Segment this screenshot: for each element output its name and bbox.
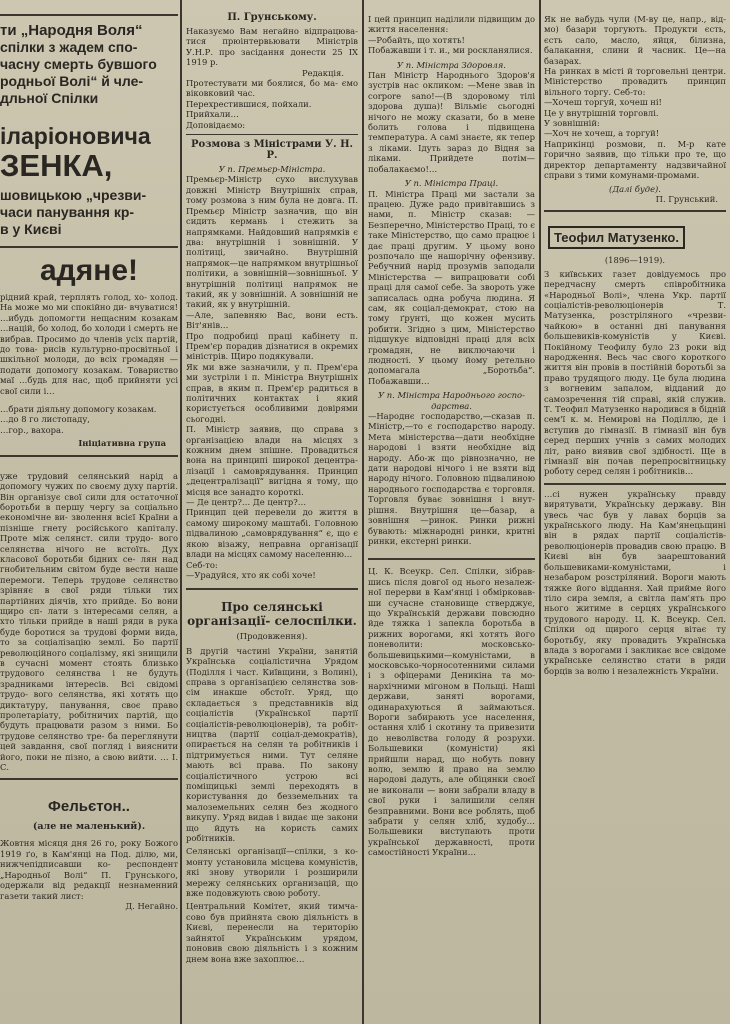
feuilleton-block bbox=[0, 784, 178, 911]
ad-name-line-2: ЗЕНКА, bbox=[0, 148, 113, 183]
author-signature: П. Грунський. bbox=[655, 193, 718, 204]
ad-line-5: дльної Спілки bbox=[0, 90, 99, 106]
feuilleton-subtitle: (але не маленький). bbox=[32, 821, 146, 833]
editorial-signature: Редакція. bbox=[302, 67, 344, 78]
ad-line-7: часи панування кр- bbox=[0, 204, 135, 220]
line-a: Перехрестившися, пойхали. bbox=[186, 98, 312, 109]
continued-note: (Далі буде). bbox=[609, 183, 661, 194]
obituary-title: Теофил Матузенко. bbox=[548, 226, 685, 249]
quote-1b: Це у внутрішній торговлі. bbox=[544, 107, 659, 118]
column-3 bbox=[368, 0, 535, 1024]
divider bbox=[186, 134, 358, 135]
health-heading: У п. Міністра Здоровля. bbox=[397, 59, 506, 70]
village-unions-text-2: Селянські організації—спілки, з комонту установила місцева комуністів, які знову утворили і розширили мережу селянських организацій, що вже подовжують свою роботу. bbox=[186, 846, 358, 899]
ad-name-line-1: іларіоновича bbox=[0, 123, 151, 149]
dialog-1: —Робайть, що хотять! bbox=[368, 34, 465, 45]
principle-intro: І цей принцип наділили підвищим до життя населення: bbox=[368, 14, 535, 35]
premier-heading: У п. Премьєр-Міністра. bbox=[218, 164, 326, 175]
ad-line-6: шовицькою „чрезви- bbox=[0, 187, 147, 203]
article-text: уже трудовий селянський нарід а допомогу чужих по своєму духу партій. Він організує свої сили для остаточної боротьби в першу чергу за соціально економічне ви- зволення всієї Країни а пізніше гнету російського капіталу. Проте між селянст. сили трудо- вого селянства нічого не встоїть. Дух класової боротьби бідних се- лян над гнобительним світом буде вести наше перемоги. Теперь трудове селянство зрівняє в свої ряди тільки тих партійних діячів, хто прийде. Бо вони щиро сп- лати з інтересами селян, а хто тільки прийде в наші ряди в рука буде боротися за трудові форми вида, то за соціалізацію землі. Бо партії революційного соціалізму, які знищили в сучасні момент стоять близько трудового селянства і не будуть зрадниками інтересів. Всі свідомі трудо- вого селянства, які хотять що диктатуру, панування, своє право пролетаріату, робітничих партій, що будуть працювати разом з ними. Бо трудове селянство тре- ба переглянути цей завдання, свої погляд і вияснити його, поки не пізно, а свою вийти. … І. С. bbox=[0, 470, 178, 773]
appeal-block bbox=[0, 248, 178, 457]
ad-line-1: ти „Народня Воля“ bbox=[0, 22, 143, 39]
village-unions-text-3: Центральний Комітет, який тимчасово був прийнята свою діяльність в Києві, перенесли на територію зайнятої Українським урядом, поновив свою діяльність і з кожним днем вона вже захоплює… bbox=[186, 901, 358, 964]
divider bbox=[186, 588, 358, 590]
quote-1c: У зовнішній: bbox=[544, 118, 600, 129]
question-1: —Але, запевняю Вас, вони есть. Віт'янів… bbox=[186, 309, 358, 331]
health-text: Пан Міністр Народнього Здоров'я зустрів нас окликом: —Мене звав in corpore sano!—(В здоровому тілі здорова душа)! Вільміє сьогодні нічого не можу сказати, бо в мене болить голова і підвищена температура. А самі знаєте, як тепер з ліками. Ідуть зараз до Відня за ліками. Прийдете потім—побалакаємо!… bbox=[368, 70, 535, 174]
divider bbox=[544, 210, 726, 212]
line-c: Доповідаємо: bbox=[186, 119, 246, 130]
column-1 bbox=[0, 0, 178, 1024]
article-continuation bbox=[0, 457, 178, 773]
ad-line-3: часну смерть бувшого bbox=[0, 56, 157, 72]
dialog-1: Себ-то: bbox=[186, 559, 218, 570]
divider bbox=[544, 483, 726, 485]
market-intro: Як не вабудь чули (М-ву це, напр., від-мо) базари торгують. Продукти єсть, єсть сало, масло, яйця, білизна, балакання, слини й часник. Це—на базарах. bbox=[544, 14, 726, 66]
feuilleton-text: Жовтня місяця дня 26 го, року Божого 1919 ґо, в Кам'янці на Под. ділю, ми, нижчепідписавши ко- респондент „Народньої Волі“ П. Грунського, одержали від редакції незнаменний газети такий лист: bbox=[0, 838, 178, 901]
closing-text: Наприкінці розмови, п. М-р кате горично заявив, що тільки про те, що директор департаменту надзвичайної справи з тими комунами-промами. bbox=[544, 138, 726, 181]
economy-text: —Народнє господарство,—сказав п. Міністр,—то є господарство народу. Мета міністерства—дати необхідне народові і взяти необхідне від народу. Або-ж що рівнозначно, не дати народові нічого і не взяти від народу нічого. Головною підвалиною народнього господарства є торговля. Торговля буває зовнішня і внутрішня. Внутрішня це—базар, а зовнішня —ринок. Ринки рижні бувають: міжнародні ринки, критні ринки, екстерні ринки. bbox=[368, 411, 535, 546]
feuilleton-signature: Д. Негайно. bbox=[125, 900, 178, 911]
obituary-text: З київських газет довідуємось про передчасну смерть співробітника «Народньої Волі», члена Укр. партії соціалістів-революціонерів Т. Матузенка, розстріляного «чрезвичайкою» в останні дні панування большевиків-комуністів у Києві. Покійному Теофилу було 23 роки від народження. Весь час свого короткого життя він провів в постійній боротьбі за право трудящого люду. Це була людина з вогневим запалом, відданий до самозречення тій справі, якій служив. Т. Теофил Матузенко народився в бідній сем'ї к. м. Немирові на Поділлю, де і вступив до гімназії. В гімназії він був серед перших учнів з самих молодих літ, рано виявив свої здібності. Ще в гімназії він почав перепросвітницьку роботу серед селян і робітників… bbox=[544, 268, 726, 477]
divider bbox=[368, 558, 535, 560]
column-rule-2 bbox=[362, 0, 364, 1024]
section-subtitle: (Продовження). bbox=[236, 631, 308, 642]
feuilleton-title: Фельєтон.. bbox=[48, 798, 130, 816]
dialog-2: Побажавши і т. и., ми роскланялися. bbox=[368, 45, 533, 56]
column-2 bbox=[186, 0, 358, 1024]
report-text: Про подробиці праці кабінету п. Прем'єр порадив дізнатися в окремих міністрів. Щиро подякували. bbox=[186, 330, 358, 362]
section-title-village-unions: Про селянські організації- селоспілки. bbox=[187, 600, 357, 629]
appeal-line-3: …до 8 го листопаду, bbox=[0, 414, 90, 425]
divider bbox=[0, 778, 178, 780]
section-title-ministers: Розмова з Міністрами У. Н. Р. bbox=[190, 139, 354, 162]
labor-text: П. Міністра Праці ми застали за працею. Дуже радо привітавшись з нами, п. Міністр сказав: —Безперечно, Міністерство Праці, то є таке Міністерство, що само працює і дає праці другим. У цьому воно розпочало ще нашорічну офензиву. Ребучний нарід прозумів заподали Міністерства — випрацювати собі праці для самої себе. За звороть уже записалась одна робуча людина. Я сам, як соціал-демократ, стою на тому ґрунті, що кожен мусить робити. Згідно з цим, Міністерство підшукує відповідні праці для всіх громадян, не виключаючи і людності. У цьому йому ретельно допомагала „Боротьба“. Побажавши… bbox=[368, 188, 535, 386]
question-2: — Де центр?… Де центр?… bbox=[186, 497, 307, 508]
protest-text: Протестувати ми боялися, бо ма- ємо віковковий час. bbox=[186, 78, 358, 99]
appeal-line-2: …брати діяльну допомогу козакам. bbox=[0, 404, 157, 415]
appeal-signature: Ініціативна група bbox=[78, 438, 166, 449]
central-committee-text: Ц. К. Всеукр. Сел. Спілки, зібравшись після довгої од нього незалежної перерви в Кам'янці і обмірковавши сучасне становище стверджує, що Українській держави повсюдно йде тяжка і запекла боротьба в рижних ворогами, які хотять його поневолити: московсько-большевицькими—комуністами, в московсько-чорносотенними силами і з офіцерами Деникіна та монархічними мігоном в Польщі. Наші держави, заняті ворогами, одинарахуються й займаються. Вороги забирають усе населення, остання хліб і скотину та привезити до неволівства голоду й розрухи. Большевики (комуністи) які прийшли нарад, що нобуть повну волю, землю й право на землю народові дадуть, але обіцянки своєї не виконали — вони забрали владу в свої руки і залишили селян безправними. Вони все роблять, щоб забрати у селян хліб, худобу… Большевики виступають проти української державності, проти самостійності України… bbox=[368, 566, 535, 858]
principle-text: Принцип цей перевели до життя в самому широкому маштабі. Головною підвалиною „самоврядування“ є, що є якою візажу, неправна організації влади на місцях самому населенню… bbox=[186, 507, 358, 560]
economy-heading: У п. Міністра Народнього господарства. bbox=[378, 390, 525, 411]
premier-text: Премьєр-Міністр сухо вислухував довжні Міністр Внутрішніх справ, тому розмова з ним була не довга. П. Премьєр Міністр зазначив, що він сидить кермань і стежить за напрямками. Найдовший напрямків є два: внутрішній і зовнішній. У політиці, звичайно. Внутрішній напрямок—це напрямком внутрішньої політики, а зовнішній—зовнішньої. У внутрішній політиці напрямок не такий, як у зовнішній. А зовнішній не такий, як у внутрішній. bbox=[186, 174, 358, 310]
interior-text: Як ми вже зазначили, у п. Прем'єра ми зустріли і п. Міністра Внутрішніх справ, в яким п. Прем'єр радиться в політичних контактах і який користується особливими довірями сьогодні. bbox=[186, 361, 358, 424]
column-rule-3 bbox=[539, 0, 541, 1024]
obituary-notice-ad bbox=[0, 14, 178, 248]
market-text: На ринках в місті й торговельні центри. Міністерство провадить принцип вільного торгу. Себ-то: bbox=[544, 66, 726, 97]
ad-line-4: родньої Волі“ й чле- bbox=[0, 73, 144, 89]
column-4 bbox=[544, 0, 726, 1024]
dialog-2: —Урадуйся, хто як собі хоче! bbox=[186, 569, 316, 580]
ad-line-2: спілки з жадем спо- bbox=[0, 39, 138, 55]
labor-heading: У п. Міністра Праці. bbox=[404, 178, 499, 189]
obituary-text-2: …сі нужен українську правду вирятувати, Українську державу. Він увесь час був у лавах борців за українського люду. На Кам'янецьщині він в рядах партії соціалістів-революціонерів провадив свою працю. В Києві він був заарештований большевиками-комуністами, і незабаром розстріляний. Вороги мають тяжке його віддання. Хай прийме його тіло сира земля, а світла пам'ять про нього житиме в серцях українського трудового народу. Ц. К. Всеукр. Сел. Спілки од щирого серця вітає ту боротьбу, яку провадить Українська влада з ворогами і закликає все свідоме українське селянство стати в ряди борців за волю і незалежність України. bbox=[544, 488, 726, 676]
quote-2: —Хоч не хочеш, а торгуй! bbox=[544, 128, 660, 139]
quote-1: —Хочеш торгуй, хочеш ні! bbox=[544, 97, 662, 108]
line-b: Прийхали… bbox=[186, 109, 239, 120]
appeal-line-4: …гор., вахора. bbox=[0, 424, 64, 435]
village-unions-text: В другій частині України, занятій Українська соціалістична Урядом (Поділля і част. Київщини, з Волині), справа з організацією селянства зовсім инакше обстоїт. Уряд, що складається з представників від соціалістів (Української партії соціалістів-революціонерів), та робітництва (партії соціал-демократів), опирається на селян та робітників і підтримується ними. Тут селяне мають всі права. По закону соціалістичного устрою всі поміщицькі землі переходять в користування до безземельних та малоземельних селян без жодного викупу. Уряд видав і видає ще закони що йдуть на користь самих робітників. bbox=[186, 645, 358, 844]
editorial-order: Наказуємо Вам негайно відпрацюватися прюінтервьювати Міністрів У.Н.Р. про засідання донести 25 IX 1919 р. bbox=[186, 26, 358, 68]
salutation: П. Грунському. bbox=[227, 12, 317, 23]
minister-statement: П. Міністр заявив, що справа з організацією влади на місцях з кожним днем зпішне. Провадиться вона на принципі широкої децентралізації і самоврядування. Принцип „децентралізації“ вигідна я тому, що місця все занадто короткі. bbox=[186, 424, 358, 497]
appeal-title: адяне! bbox=[39, 254, 139, 287]
appeal-text: рідний край, терплять голод, хо- холод. На може мо ми спокійно ди- вчуватися! …ибудь допомогти нещасним козакам …націй, бо холод, бо холоди і смерть не вибрав. Просимо до членів усіх партій, до това- рисів культурно-просвітньої і шкільної молоди, до всіх громадян — подати допомогу козакам. Товариство маї …будь для нас, щоб прийняти усі свої сили і… bbox=[0, 292, 178, 396]
ad-line-8: в у Києві bbox=[0, 221, 62, 237]
column-rule-1 bbox=[180, 0, 182, 1024]
obituary-years: (1896—1919). bbox=[604, 255, 666, 266]
